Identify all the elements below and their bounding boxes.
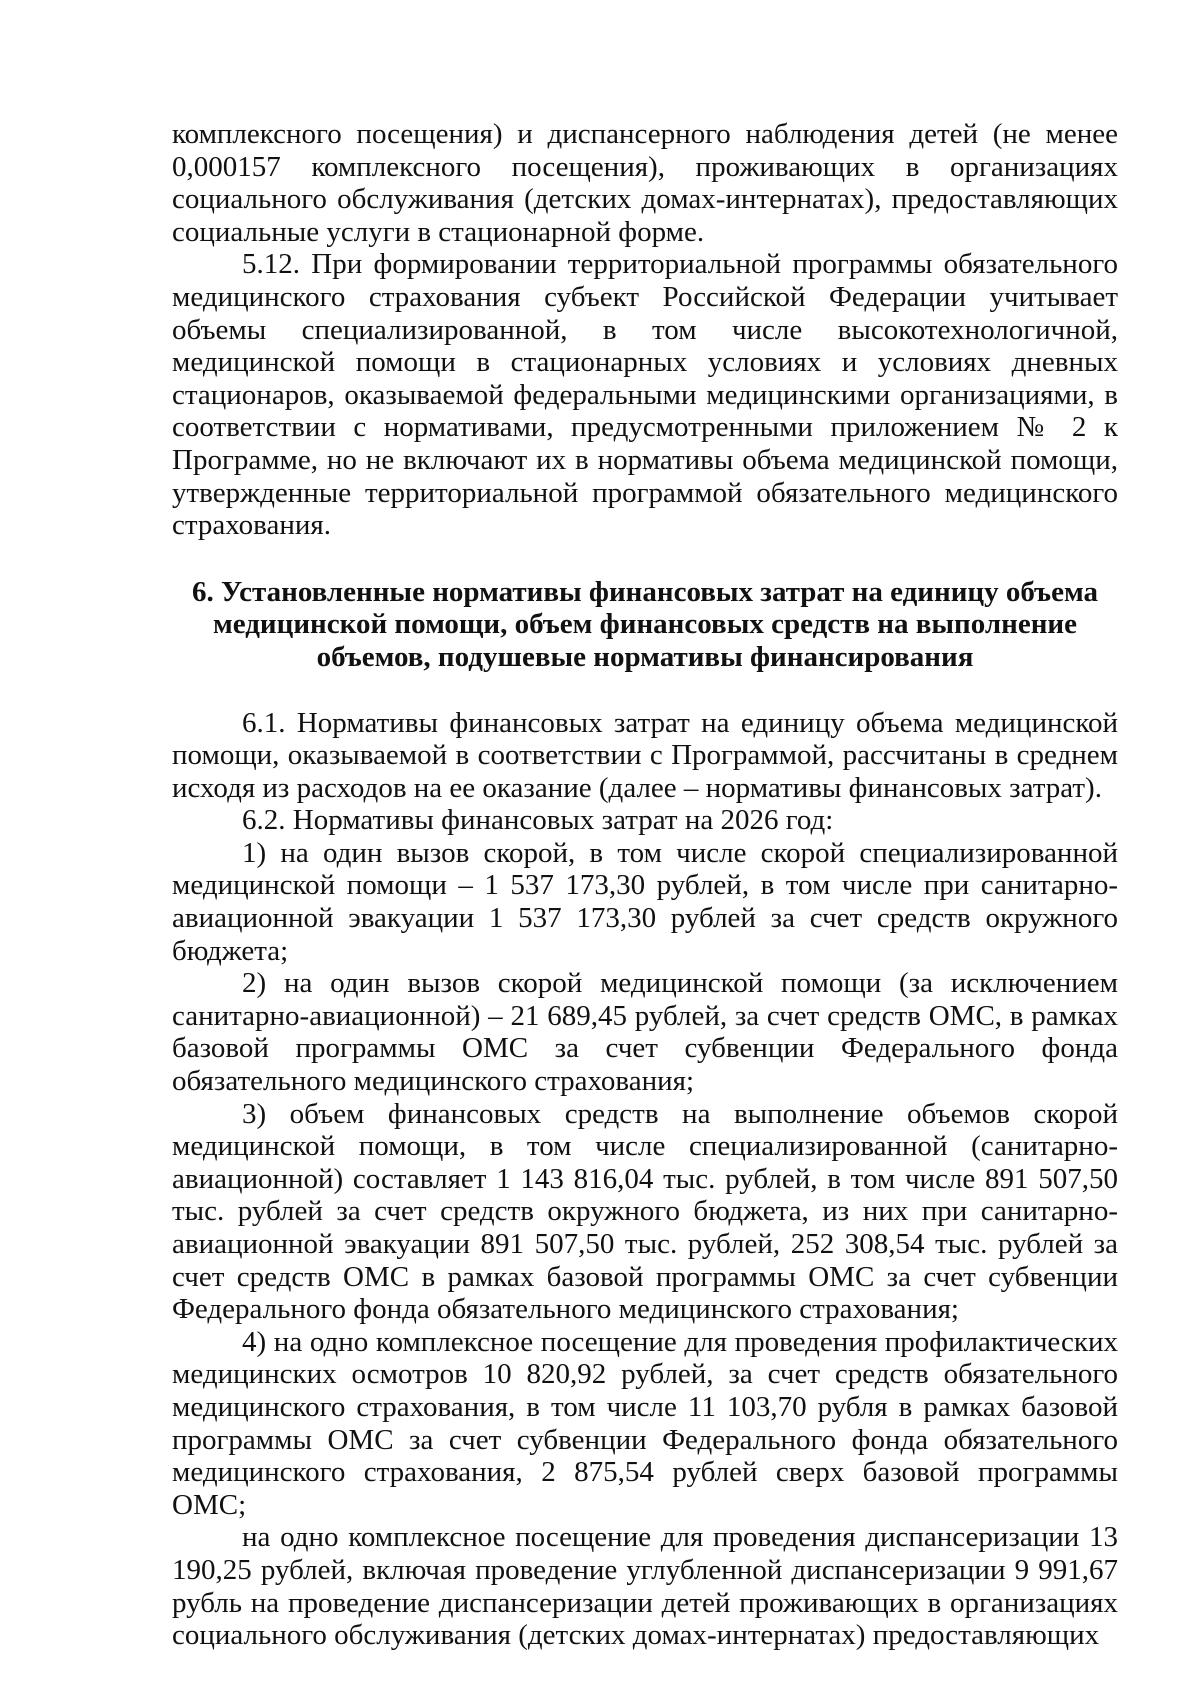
paragraph-6-1: 6.1. Нормативы финансовых затрат на единицу объема медицинской помощи, оказываемой в соответствии с Программой, рассчитаны в среднем исходя из расходов на ее оказание (далее – нормативы финансовых затрат). xyxy=(172,706,1118,804)
paragraph-item-3: 3) объем финансовых средств на выполнение объемов скорой медицинской помощи, в том числе специализированной (санитарно-авиационной) составляет 1 143 816,04 тыс. рублей, в том числе 891 507,50 тыс. рублей за счет средств окружного бюджета, из них при санитарно-авиационной эвакуации 891 507,50 тыс. рублей, 252 308,54 тыс. рублей за счет средств ОМС в рамках базовой программы ОМС за счет субвенции Федерального фонда обязательного медицинского страхования; xyxy=(172,1097,1118,1326)
paragraph-item-1: 1) на один вызов скорой, в том числе скорой специализированной медицинской помощи – 1 537 173,30 рублей, в том числе при санитарно-авиационной эвакуации 1 537 173,30 рублей за счет средств окружного бюджета; xyxy=(172,836,1118,967)
paragraph-item-2: 2) на один вызов скорой медицинской помощи (за исключением санитарно-авиационной) – 21 689,45 рублей, за счет средств ОМС, в рамках базовой программы ОМС за счет субвенции Федерального фонда обязательного медицинского страхования; xyxy=(172,967,1118,1098)
section-heading-6: 6. Установленные нормативы финансовых затрат на единицу объема медицинской помощи, объем финансовых средств на выполнение объемов, подушевые нормативы финансирования xyxy=(191,575,1098,673)
paragraph-dispanserization: на одно комплексное посещение для проведения диспансеризации 13 190,25 рублей, включая проведение углубленной диспансеризации 9 991,67 рубль на проведение диспансеризации детей проживающих в организациях социального обслуживания (детских домах-интернатах) предоставляющих xyxy=(172,1521,1118,1652)
paragraph-6-2: 6.2. Нормативы финансовых затрат на 2026 год: xyxy=(242,804,834,837)
paragraph-item-4: 4) на одно комплексное посещение для проведения профилактических медицинских осмотров 10 820,92 рублей, за счет средств обязательного медицинского страхования, в том числе 11 103,70 рубля в рамках базовой программы ОМС за счет субвенции Федерального фонда обязательного медицинского страхования, 2 875,54 рублей сверх базовой программы ОМС; xyxy=(172,1325,1118,1521)
document-page xyxy=(172,118,1118,1652)
paragraph-continuation: комплексного посещения) и диспансерного наблюдения детей (не менее 0,000157 комплексного посещения), проживающих в организациях социального обслуживания (детских домах-интернатах), предоставляющих социальные услуги в стационарной форме. xyxy=(172,118,1118,248)
paragraph-5-12: 5.12. При формировании территориальной программы обязательного медицинского страхования субъект Российской Федерации учитывает объемы специализированной, в том числе высокотехнологичной, медицинской помощи в стационарных условиях и условиях дневных стационаров, оказываемой федеральными медицинскими организациями, в соответствии с нормативами, предусмотренными приложением № 2 к Программе, но не включают их в нормативы объема медицинской помощи, утвержденные территориальной программой обязательного медицинского страхования. xyxy=(172,248,1118,542)
